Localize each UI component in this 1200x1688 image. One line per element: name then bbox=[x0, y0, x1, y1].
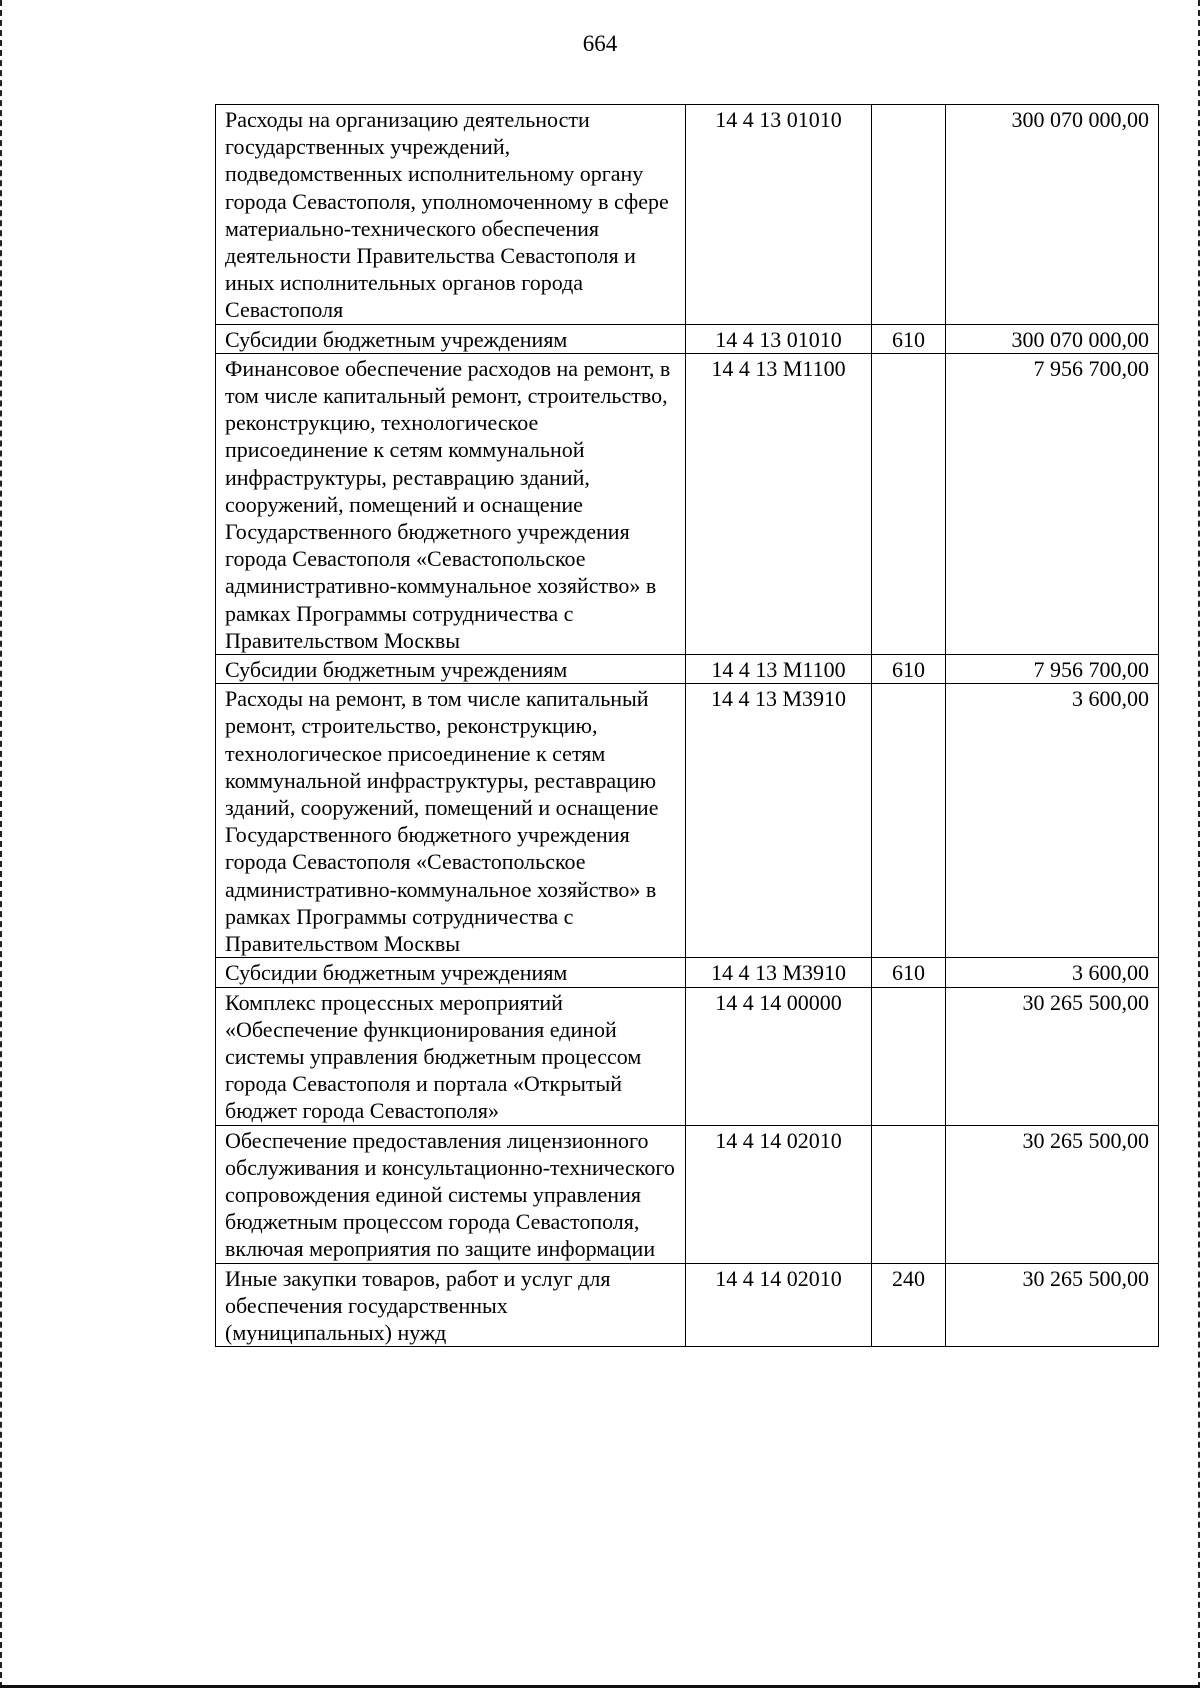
row-expense-type: 610 bbox=[872, 324, 946, 353]
row-name: Субсидии бюджетным учреждениям bbox=[216, 324, 686, 353]
table-row bbox=[216, 987, 1159, 1125]
row-sum: 30 265 500,00 bbox=[946, 1125, 1159, 1263]
row-sum: 3 600,00 bbox=[946, 958, 1159, 987]
table-row bbox=[216, 958, 1159, 987]
row-sum: 7 956 700,00 bbox=[946, 655, 1159, 684]
table-row bbox=[216, 324, 1159, 353]
row-sum: 30 265 500,00 bbox=[946, 987, 1159, 1125]
scan-edge-bottom bbox=[0, 1682, 1200, 1688]
row-name: Обеспечение предоставления лицензионного обслуживания и консультационно-технического сопровождения единой системы управления бюджетным процессом города Севастополя, включая мероприятия по защите информации bbox=[216, 1125, 686, 1263]
row-expense-type: 610 bbox=[872, 655, 946, 684]
row-expense-type: 610 bbox=[872, 958, 946, 987]
table-row bbox=[216, 105, 1159, 325]
row-name: Комплекс процессных мероприятий «Обеспечение функционирования единой системы управления бюджетным процессом города Севастополя и портала «Открытый бюджет города Севастополя» bbox=[216, 987, 686, 1125]
row-expense-type bbox=[872, 1125, 946, 1263]
scan-edge-right bbox=[1196, 0, 1200, 1688]
row-sum: 300 070 000,00 bbox=[946, 324, 1159, 353]
row-expense-type bbox=[872, 353, 946, 654]
row-name: Расходы на организацию деятельности государственных учреждений, подведомственных исполнительному органу города Севастополя, уполномоченному в сфере материально-технического обеспечения деятельности Правительства Севастополя и иных исполнительных органов города Севастополя bbox=[216, 105, 686, 325]
row-expense-type bbox=[872, 987, 946, 1125]
scan-edge-left bbox=[0, 0, 4, 1688]
row-code: 14 4 13 М3910 bbox=[686, 684, 872, 958]
table-row bbox=[216, 353, 1159, 654]
row-code: 14 4 14 02010 bbox=[686, 1263, 872, 1347]
table-row bbox=[216, 1263, 1159, 1347]
row-expense-type: 240 bbox=[872, 1263, 946, 1347]
row-code: 14 4 13 01010 bbox=[686, 324, 872, 353]
table-row bbox=[216, 655, 1159, 684]
row-name: Финансовое обеспечение расходов на ремонт, в том числе капитальный ремонт, строительство, реконструкцию, технологическое присоединение к сетям коммунальной инфраструктуры, реставрацию зданий, сооружений, помещений и оснащение Государственного бюджетного учреждения города Севастополя «Севастопольское административно-коммунальное хозяйство» в рамках Программы сотрудничества с Правительством Москвы bbox=[216, 353, 686, 654]
row-name: Иные закупки товаров, работ и услуг для обеспечения государственных (муниципальных) нужд bbox=[216, 1263, 686, 1347]
row-expense-type bbox=[872, 105, 946, 325]
row-sum: 30 265 500,00 bbox=[946, 1263, 1159, 1347]
row-name: Расходы на ремонт, в том числе капитальный ремонт, строительство, реконструкцию, технологическое присоединение к сетям коммунальной инфраструктуры, реставрацию зданий, сооружений, помещений и оснащение Государственного бюджетного учреждения города Севастополя «Севастопольское административно-коммунальное хозяйство» в рамках Программы сотрудничества с Правительством Москвы bbox=[216, 684, 686, 958]
row-code: 14 4 13 М1100 bbox=[686, 353, 872, 654]
budget-table bbox=[215, 104, 1159, 1347]
row-code: 14 4 14 00000 bbox=[686, 987, 872, 1125]
table-row bbox=[216, 684, 1159, 958]
row-code: 14 4 13 М3910 bbox=[686, 958, 872, 987]
row-code: 14 4 13 01010 bbox=[686, 105, 872, 325]
row-code: 14 4 13 М1100 bbox=[686, 655, 872, 684]
row-sum: 7 956 700,00 bbox=[946, 353, 1159, 654]
row-name: Субсидии бюджетным учреждениям bbox=[216, 655, 686, 684]
row-name: Субсидии бюджетным учреждениям bbox=[216, 958, 686, 987]
table-row bbox=[216, 1125, 1159, 1263]
row-code: 14 4 14 02010 bbox=[686, 1125, 872, 1263]
row-sum: 300 070 000,00 bbox=[946, 105, 1159, 325]
row-expense-type bbox=[872, 684, 946, 958]
row-sum: 3 600,00 bbox=[946, 684, 1159, 958]
page-number: 664 bbox=[582, 31, 618, 56]
